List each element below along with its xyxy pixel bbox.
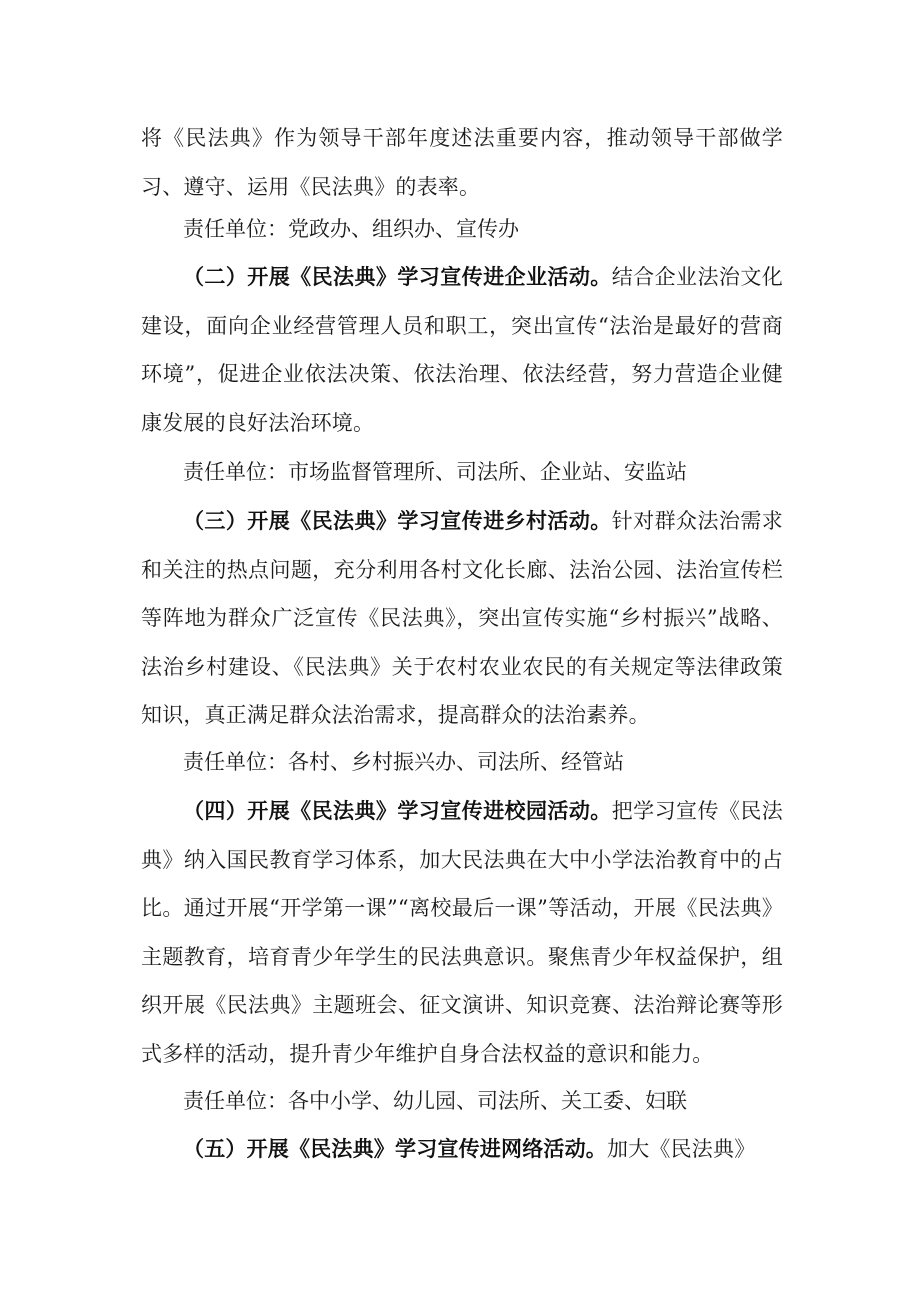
responsible-units-line xyxy=(141,738,783,787)
section-body: 针对群众法治需求和关注的热点问题，充分利用各村文化长廊、法治公园、法治宣传栏等阵地为群众广泛宣传《民法典》，突出宣传实施“乡村振兴”战略、法治乡村建设、《民法典》关于农村农业农民的有关规定等法律政策知识，真正满足群众法治需求，提高群众的法治素养。 xyxy=(141,509,783,728)
paragraph-text: 将《民法典》作为领导干部年度述法重要内容，推动领导干部做学习、遵守、运用《民法典》的表率。 xyxy=(141,126,783,199)
responsible-units-line xyxy=(141,448,783,497)
section-network xyxy=(141,1125,783,1174)
section-heading: （五）开展《民法典》学习宣传进网络活动。 xyxy=(183,1137,607,1161)
responsible-units-label: 责任单位： xyxy=(183,217,288,241)
section-heading: （四）开展《民法典》学习宣传进校园活动。 xyxy=(183,799,612,823)
responsible-units-list: 各村、乡村振兴办、司法所、经管站 xyxy=(288,750,624,774)
section-village xyxy=(141,497,783,740)
section-body: 加大《民法典》 xyxy=(607,1137,756,1161)
responsible-units-line xyxy=(141,205,783,254)
responsible-units-label: 责任单位： xyxy=(183,1089,288,1113)
section-body: 结合企业法治文化建设，面向企业经营管理人员和职工，突出宣传“法治是最好的营商环境”，促进企业依法决策、依法治理、依法经营，努力营造企业健康发展的良好法治环境。 xyxy=(141,265,783,435)
responsible-units-list: 党政办、组织办、宣传办 xyxy=(288,217,519,241)
section-body: 把学习宣传《民法典》纳入国民教育学习体系，加大民法典在大中小学法治教育中的占比。通过开展“开学第一课”“离校最后一课”等活动，开展《民法典》主题教育，培育青少年学生的民法典意识。聚焦青少年权益保护，组织开展《民法典》主题班会、征文演讲、知识竞赛、法治辩论赛等形式多样的活动，提升青少年维护自身合法权益的意识和能力。 xyxy=(141,799,783,1066)
section-heading: （二）开展《民法典》学习宣传进企业活动。 xyxy=(183,265,612,289)
responsible-units-line xyxy=(141,1077,783,1126)
responsible-units-list: 市场监督管理所、司法所、企业站、安监站 xyxy=(288,460,687,484)
responsible-units-label: 责任单位： xyxy=(183,750,288,774)
responsible-units-label: 责任单位： xyxy=(183,460,288,484)
responsible-units-list: 各中小学、幼儿园、司法所、关工委、妇联 xyxy=(288,1089,687,1113)
section-campus xyxy=(141,787,783,1079)
paragraph-continuation xyxy=(141,114,783,211)
section-enterprise xyxy=(141,253,783,447)
section-heading: （三）开展《民法典》学习宣传进乡村活动。 xyxy=(183,509,612,533)
